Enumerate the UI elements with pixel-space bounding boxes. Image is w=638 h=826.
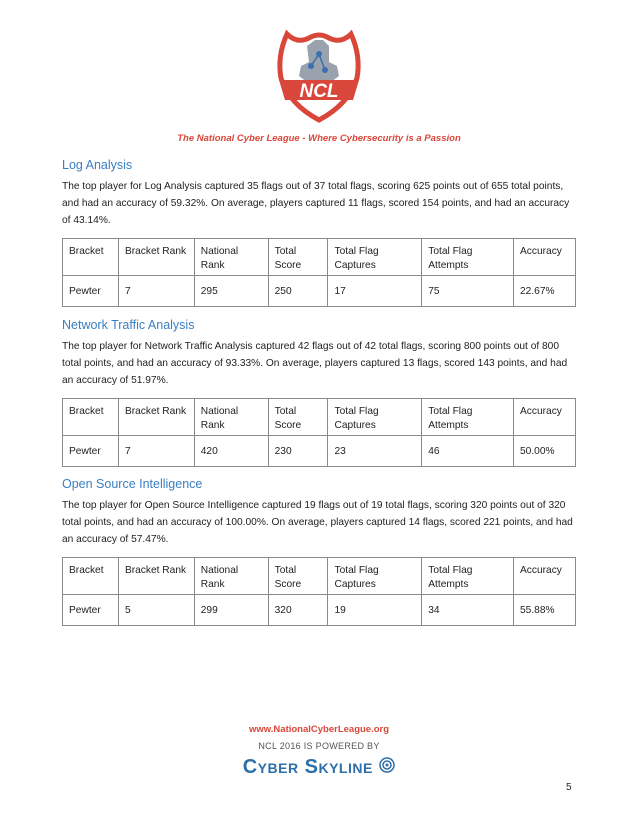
table-cell: 34 (422, 595, 514, 626)
col-header: National Rank (194, 558, 268, 595)
col-header: Total Flag Attempts (422, 558, 514, 595)
table-cell: Pewter (63, 595, 119, 626)
col-header: National Rank (194, 239, 268, 276)
section-title: Network Traffic Analysis (62, 318, 195, 332)
table-cell: 22.67% (514, 276, 576, 307)
table-cell: 250 (268, 276, 328, 307)
section-network-traffic-analysis (62, 318, 576, 467)
ncl-logo (269, 26, 369, 124)
table-cell: Pewter (63, 436, 119, 467)
table-cell: 23 (328, 436, 422, 467)
section-text: The top player for Network Traffic Analysis captured 42 flags out of 42 total flags, scoring 800 points out of 800 total points, and had an accuracy of 93.33%. On average, players captured 13 flags, scored 143 points, and had an accuracy of 51.97%. (62, 341, 568, 386)
stats-table (62, 238, 576, 307)
table-cell: 75 (422, 276, 514, 307)
col-header: Total Flag Captures (328, 399, 422, 436)
sponsor-name: Cyber Skyline (242, 756, 373, 778)
col-header: Total Flag Captures (328, 558, 422, 595)
col-header: Total Flag Attempts (422, 399, 514, 436)
table-cell: 46 (422, 436, 514, 467)
col-header: Bracket Rank (118, 558, 194, 595)
col-header: Total Score (268, 239, 328, 276)
section-text: The top player for Open Source Intelligence captured 19 flags out of 19 total flags, scoring 320 points out of 320 total points, and had an accuracy of 100.00%. On average, players captured 14 flags, scored 221 points, and had an accuracy of 57.47%. (62, 500, 573, 545)
section-title: Log Analysis (62, 158, 133, 172)
table-cell: 420 (194, 436, 268, 467)
table-cell: 295 (194, 276, 268, 307)
table-cell: 299 (194, 595, 268, 626)
stats-table (62, 398, 576, 467)
table-cell: 50.00% (514, 436, 576, 467)
stats-table (62, 557, 576, 626)
cyber-skyline-logo (0, 756, 638, 779)
powered-by-text: NCL 2016 IS POWERED BY (258, 741, 380, 751)
table-header-row (63, 558, 576, 595)
col-header: Total Score (268, 399, 328, 436)
logo-text: NCL (299, 81, 339, 102)
col-header: Total Flag Captures (328, 239, 422, 276)
table-cell: Pewter (63, 276, 119, 307)
target-icon (379, 757, 395, 778)
section-title: Open Source Intelligence (62, 477, 203, 491)
section-log-analysis (62, 158, 576, 307)
table-row (63, 595, 576, 626)
col-header: Total Flag Attempts (422, 239, 514, 276)
col-header: Bracket (63, 239, 119, 276)
col-header: Bracket (63, 558, 119, 595)
tagline: The National Cyber League - Where Cybersecurity is a Passion (177, 133, 461, 144)
table-cell: 7 (118, 276, 194, 307)
table-cell: 19 (328, 595, 422, 626)
section-open-source-intelligence (62, 477, 576, 626)
col-header: Bracket Rank (118, 239, 194, 276)
table-row (63, 276, 576, 307)
col-header: Bracket Rank (118, 399, 194, 436)
col-header: Accuracy (514, 399, 576, 436)
table-cell: 55.88% (514, 595, 576, 626)
page-number: 5 (566, 782, 572, 793)
table-row (63, 436, 576, 467)
table-cell: 17 (328, 276, 422, 307)
col-header: National Rank (194, 399, 268, 436)
table-header-row (63, 399, 576, 436)
table-header-row (63, 239, 576, 276)
col-header: Bracket (63, 399, 119, 436)
footer-url-link[interactable]: www.NationalCyberLeague.org (248, 724, 390, 735)
section-text: The top player for Log Analysis captured 35 flags out of 37 total flags, scoring 625 points out of 655 total points, and had an accuracy of 59.32%. On average, players captured 11 flags, scored 154 points, and had an accuracy of 43.14%. (62, 181, 570, 226)
table-cell: 5 (118, 595, 194, 626)
table-cell: 7 (118, 436, 194, 467)
col-header: Total Score (268, 558, 328, 595)
col-header: Accuracy (514, 558, 576, 595)
table-cell: 320 (268, 595, 328, 626)
col-header: Accuracy (514, 239, 576, 276)
table-cell: 230 (268, 436, 328, 467)
